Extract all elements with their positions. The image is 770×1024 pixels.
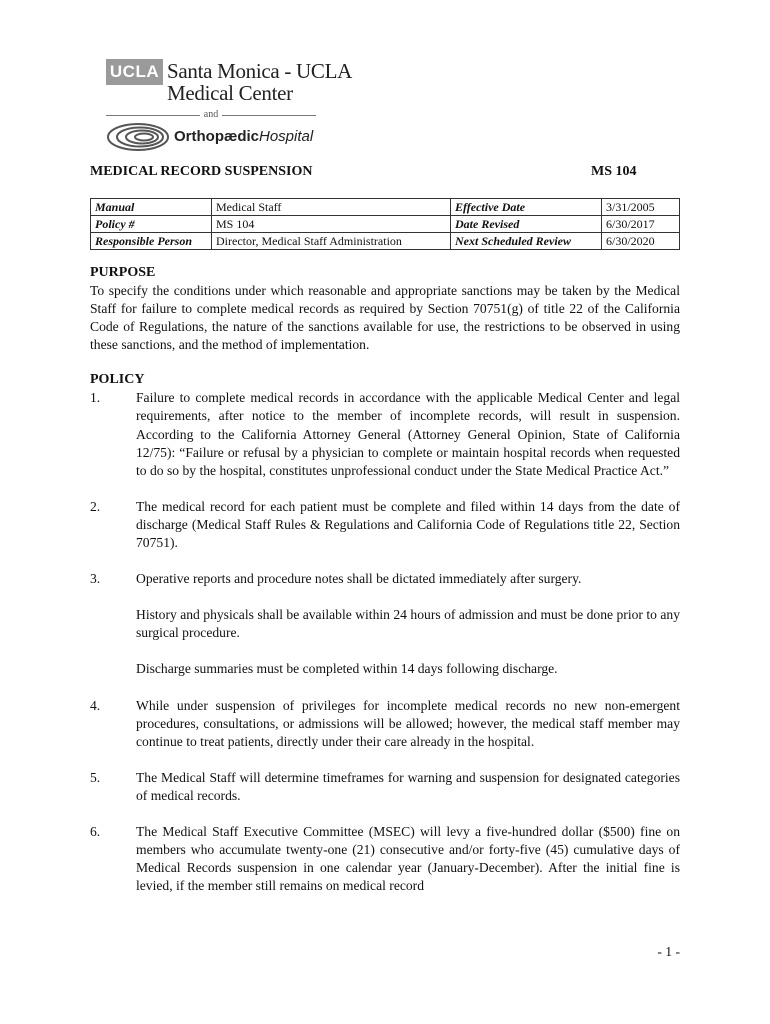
hospital-logo xyxy=(106,58,353,158)
logo-and-text: and xyxy=(203,109,219,120)
item-text: While under suspension of privileges for incomplete medical records no new non-emergent procedures, consultations, or admissions will be allowed; however, the medical staff member may continue to treat patients, directly under their care already in the hospital. xyxy=(136,697,680,749)
page-number: - 1 - xyxy=(657,944,680,959)
item-number: 6. xyxy=(90,823,101,839)
policy-subparagraph: History and physicals shall be available within 24 hours of admission and must be done prior to any surgical procedure. xyxy=(136,607,680,641)
policy-subparagraph: Discharge summaries must be completed within 14 days following discharge. xyxy=(136,661,558,677)
meta-value: MS 104 xyxy=(212,216,451,233)
policy-item xyxy=(90,498,680,552)
meta-value: 3/31/2005 xyxy=(602,199,680,216)
table-row xyxy=(91,233,680,250)
meta-label: Next Scheduled Review xyxy=(451,233,602,250)
meta-label: Manual xyxy=(91,199,212,216)
purpose-heading: PURPOSE xyxy=(90,265,156,280)
purpose-text: To specify the conditions under which reasonable and appropriate sanctions may be taken by the Medical Staff for failure to complete medical records as required by Section 70751(g) of title 22 of the California Code of Regulations, the nature of the sanctions available for use, the restrictions to be observed in using these sanctions, and the method of implementation. xyxy=(90,283,680,353)
policy-item xyxy=(90,389,680,479)
table-row xyxy=(91,216,680,233)
logo-line-santa-monica: Santa Monica - UCLA xyxy=(167,59,353,83)
meta-label: Policy # xyxy=(91,216,212,233)
policy-heading: POLICY xyxy=(90,372,145,388)
ortho-italic-text: Hospital xyxy=(259,128,314,145)
policy-item xyxy=(90,823,680,895)
meta-value: 6/30/2020 xyxy=(602,233,680,250)
policy-item xyxy=(90,570,680,588)
item-text: The medical record for each patient must be complete and filed within 14 days from the date of discharge (Medical Staff Rules & Regulations and California Code of Regulations title 22, Section 70751). xyxy=(136,498,680,551)
item-text: The Medical Staff Executive Committee (MSEC) will levy a five-hundred dollar ($500) fine on members who accumulate twenty-one (21) consecutive and/or forty-five (45) cumulative days of Medical Records suspension in one calendar year (January-December). After the initial fine is levied, if the member still remains on medical record xyxy=(136,823,680,894)
orthopaedic-hospital-wordmark xyxy=(174,126,313,148)
table-row xyxy=(91,199,680,216)
item-number: 4. xyxy=(90,697,101,713)
item-number: 5. xyxy=(90,769,101,785)
item-text: The Medical Staff will determine timeframes for warning and suspension for designated categories of medical records. xyxy=(136,769,680,803)
meta-value: Medical Staff xyxy=(212,199,451,216)
policy-item xyxy=(90,769,680,805)
document-title: MEDICAL RECORD SUSPENSION xyxy=(90,164,313,179)
document-code: MS 104 xyxy=(591,164,637,179)
meta-label: Date Revised xyxy=(451,216,602,233)
policy-meta-table xyxy=(90,198,680,250)
ucla-mark: UCLA xyxy=(106,59,163,85)
meta-value: Director, Medical Staff Administration xyxy=(212,233,451,250)
item-number: 3. xyxy=(90,571,101,587)
item-text: Failure to complete medical records in accordance with the applicable Medical Center and legal requirements, after notice to the member of incomplete records, will result in suspension. According to the California Attorney General (Attorney General Opinion, State of California 12/75): “Failure or refusal by a physician to complete or maintain hospital records when requested to do so by the hospital, constitutes unprofessional conduct under the State Medical Practice Act.” xyxy=(136,390,680,478)
ortho-bold-text: Orthopædic xyxy=(174,128,259,145)
document-body xyxy=(90,264,680,895)
orthopaedic-swirl-icon xyxy=(106,122,170,152)
item-number: 1. xyxy=(90,390,101,406)
meta-value: 6/30/2017 xyxy=(602,216,680,233)
policy-item xyxy=(90,697,680,751)
meta-label: Responsible Person xyxy=(91,233,212,250)
item-number: 2. xyxy=(90,498,101,514)
logo-and-divider xyxy=(106,109,316,121)
meta-label: Effective Date xyxy=(451,199,602,216)
logo-line-medical-center: Medical Center xyxy=(167,81,293,105)
item-text: Operative reports and procedure notes shall be dictated immediately after surgery. xyxy=(136,571,582,587)
